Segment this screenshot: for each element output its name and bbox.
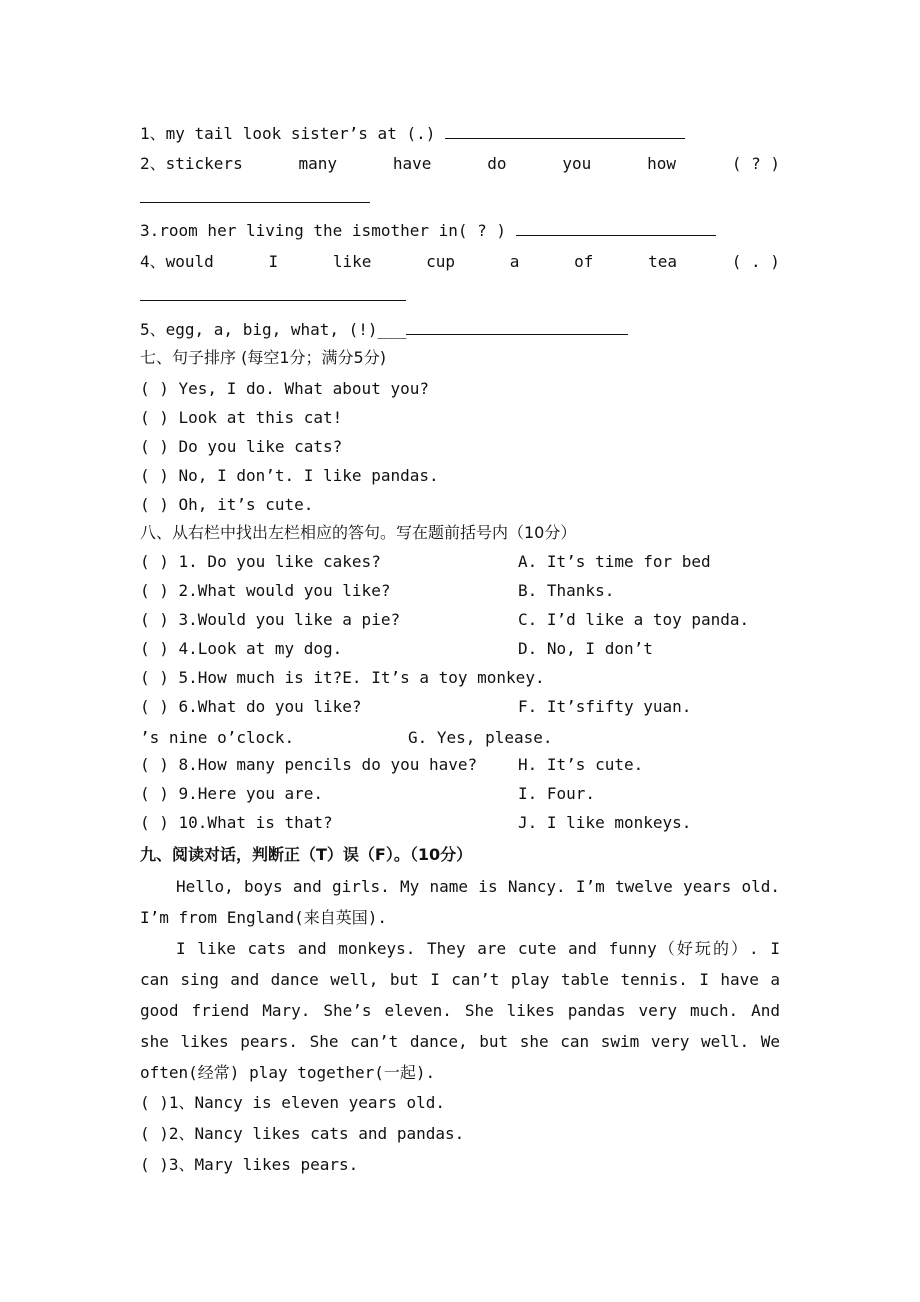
s8-question: ( ) 4.Look at my dog. (140, 639, 343, 658)
s6-q2-answer-line (140, 186, 780, 208)
s8-answer-option: A. It’s time for bed (518, 552, 711, 571)
s8-question: ( ) 5.How much is it?E. It’s a toy monkey. (140, 668, 545, 687)
s8-question: ( ) 3.Would you like a pie? (140, 610, 401, 629)
s6-q4-word: like (332, 252, 372, 271)
s8-question: ’s nine o’clock. (140, 728, 295, 747)
s6-q5-text: 5、egg, a, big, what, (!)___ (140, 320, 407, 339)
s6-q4-word: ( . ) (731, 252, 780, 271)
s6-q2-word: how (647, 154, 676, 173)
s7-item: ( ) Do you like cats? (140, 437, 343, 456)
s6-q4-word: I (268, 252, 279, 271)
s8-answer-option: B. Thanks. (518, 581, 615, 600)
s7-item: ( ) Oh, it’s cute. (140, 495, 314, 514)
s9-heading: 九、阅读对话，判断正（T）误（F）。（10分） (140, 845, 473, 864)
s8-question: ( ) 2.What would you like? (140, 581, 391, 600)
s9-paragraph-1: Hello, boys and girls. My name is Nancy. I’m twelve years old. I’m from England(来自英国). (140, 877, 780, 927)
s9-item: ( )3、Mary likes pears. (140, 1155, 359, 1174)
s8-answer-option: C. I’d like a toy panda. (518, 610, 750, 629)
s8-answer-option: D. No, I don’t (518, 639, 653, 658)
s6-q4-answer-line (140, 284, 780, 306)
s9-item: ( )1、Nancy is eleven years old. (140, 1093, 445, 1112)
s9-paragraph-2: I like cats and monkeys. They are cute and funny（好玩的）. I can sing and dance well, but I can’t play table tennis. I have a good friend Mary. She’s eleven. She likes pandas very much. And she likes pears. She can’t dance, but she can swim very well. We often(经常) play together(一起). (140, 939, 780, 1082)
s8-answer-option: H. It’s cute. (518, 755, 644, 774)
s8-answer-option: J. I like monkeys. (518, 813, 692, 832)
s6-q5-answer-blank[interactable] (406, 318, 628, 335)
s7-item: ( ) No, I don’t. I like pandas. (140, 466, 439, 485)
s8-answer-option: F. It’sfifty yuan. (518, 697, 692, 716)
s6-q4-word: of (574, 252, 594, 271)
s6-q2-word: 2、stickers (140, 154, 243, 173)
s8-question: ( ) 9.Here you are. (140, 784, 324, 803)
s7-item: ( ) Look at this cat! (140, 408, 343, 427)
s6-question-5 (140, 318, 780, 340)
s6-q2-word: ( ? ) (731, 154, 780, 173)
s6-q2-word: do (487, 154, 507, 173)
s7-item: ( ) Yes, I do. What about you? (140, 379, 429, 398)
s6-q1-text: 1、my tail look sister’s at (.) (140, 124, 436, 143)
s8-question: ( ) 10.What is that? (140, 813, 333, 832)
s6-q2-word: many (298, 154, 338, 173)
s8-answer-option: I. Four. (518, 784, 596, 803)
s8-question: ( ) 1. Do you like cakes? (140, 552, 381, 571)
s6-question-1 (140, 122, 780, 144)
s6-q2-word: have (392, 154, 432, 173)
s6-q4-word: tea (648, 252, 678, 271)
s6-q2-answer-blank[interactable] (140, 186, 370, 203)
s8-heading: 八、从右栏中找出左栏相应的答句。写在题前括号内（10分） (140, 523, 577, 542)
s6-q3-text: 3.room her living the ismother in( ? ) (140, 221, 507, 240)
s6-question-4 (140, 252, 780, 272)
s6-q3-answer-blank[interactable] (516, 219, 716, 236)
s6-q2-word: you (562, 154, 592, 173)
s8-answer-option: G. Yes, please. (408, 728, 553, 747)
s6-q4-word: 4、would (140, 252, 214, 271)
s8-question: ( ) 6.What do you like? (140, 697, 362, 716)
s6-question-2 (140, 154, 780, 174)
s6-q4-answer-blank[interactable] (140, 284, 406, 301)
s7-heading: 七、句子排序 (每空1分；满分5分) (140, 348, 386, 367)
s8-question: ( ) 8.How many pencils do you have? (140, 755, 478, 774)
s6-q1-answer-blank[interactable] (445, 122, 685, 139)
s9-item: ( )2、Nancy likes cats and pandas. (140, 1124, 465, 1143)
s6-q4-word: a (509, 252, 520, 271)
s6-q4-word: cup (426, 252, 456, 271)
s6-question-3 (140, 219, 780, 241)
